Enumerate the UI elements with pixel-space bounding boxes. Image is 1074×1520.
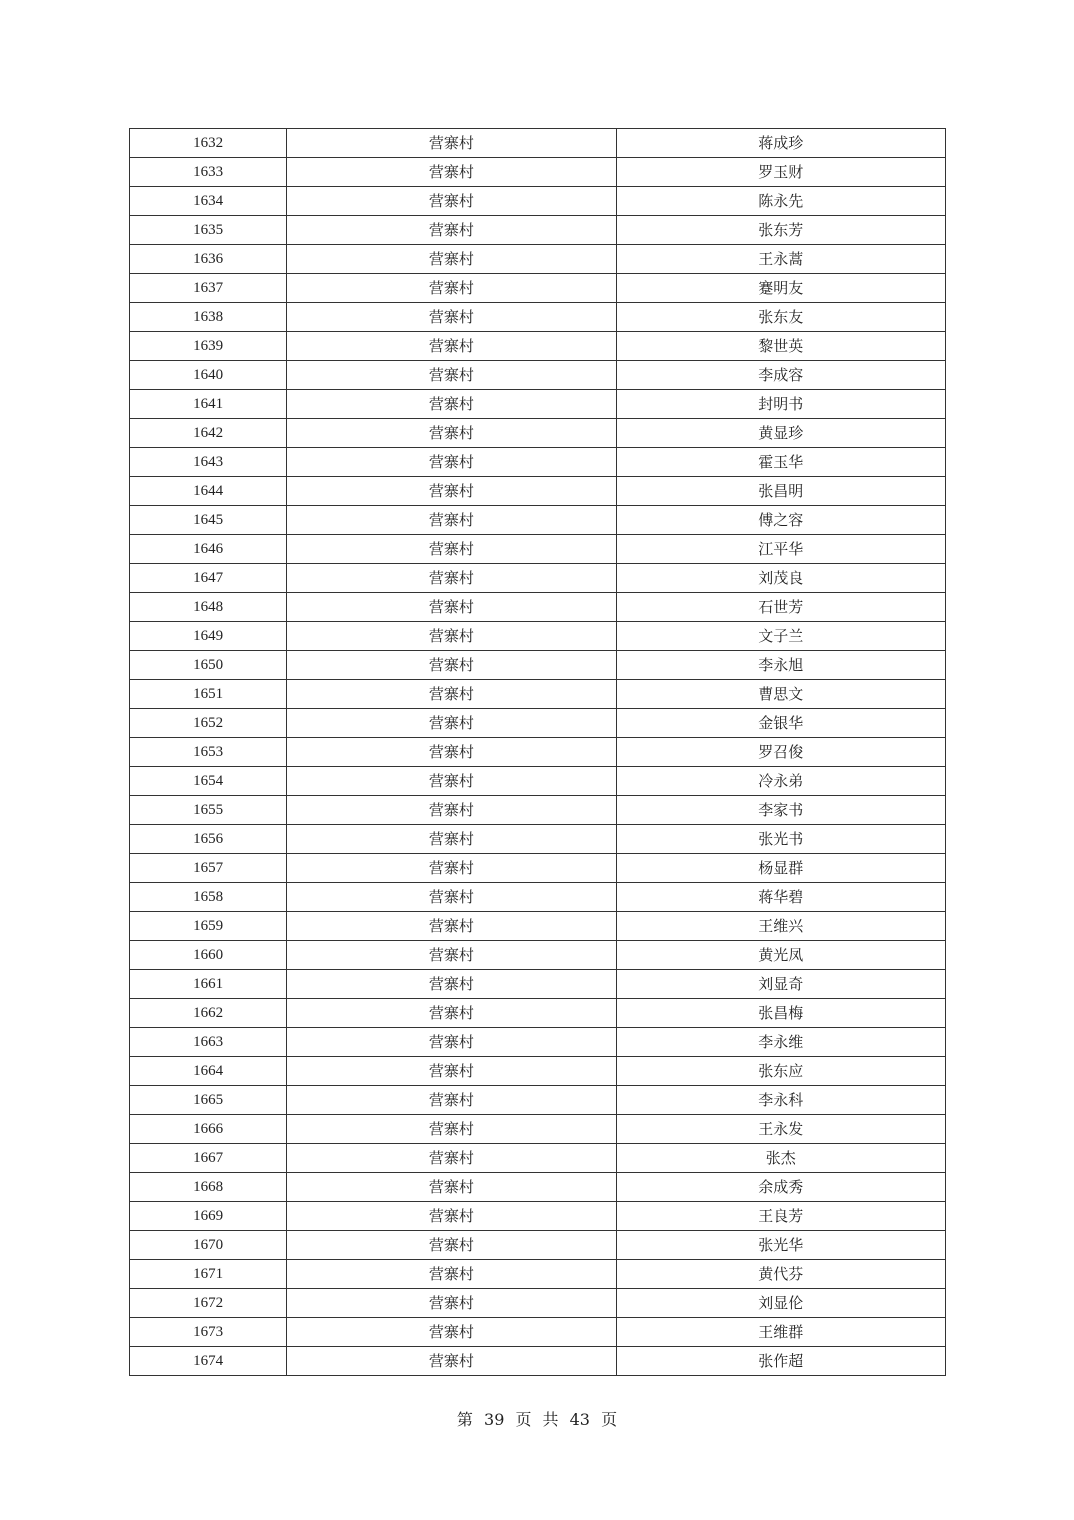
village-cell: 营寨村 <box>287 332 616 361</box>
village-cell: 营寨村 <box>287 274 616 303</box>
row-number-cell: 1660 <box>130 941 287 970</box>
table-row <box>130 448 946 477</box>
person-name-cell: 金银华 <box>616 709 945 738</box>
row-number-cell: 1649 <box>130 622 287 651</box>
table-row <box>130 709 946 738</box>
person-name-cell: 张杰 <box>616 1144 945 1173</box>
table-row <box>130 332 946 361</box>
table-row <box>130 1202 946 1231</box>
person-name-cell: 张东芳 <box>616 216 945 245</box>
person-name-cell: 刘显奇 <box>616 970 945 999</box>
person-name-cell: 傅之容 <box>616 506 945 535</box>
row-number-cell: 1673 <box>130 1318 287 1347</box>
row-number-cell: 1635 <box>130 216 287 245</box>
person-name-cell: 李家书 <box>616 796 945 825</box>
row-number-cell: 1633 <box>130 158 287 187</box>
village-cell: 营寨村 <box>287 1202 616 1231</box>
village-cell: 营寨村 <box>287 535 616 564</box>
row-number-cell: 1643 <box>130 448 287 477</box>
village-cell: 营寨村 <box>287 622 616 651</box>
person-name-cell: 霍玉华 <box>616 448 945 477</box>
row-number-cell: 1656 <box>130 825 287 854</box>
table-row <box>130 593 946 622</box>
table-row <box>130 129 946 158</box>
village-cell: 营寨村 <box>287 1231 616 1260</box>
village-cell: 营寨村 <box>287 941 616 970</box>
table-row <box>130 216 946 245</box>
village-cell: 营寨村 <box>287 1318 616 1347</box>
village-cell: 营寨村 <box>287 912 616 941</box>
row-number-cell: 1668 <box>130 1173 287 1202</box>
person-name-cell: 江平华 <box>616 535 945 564</box>
row-number-cell: 1638 <box>130 303 287 332</box>
village-cell: 营寨村 <box>287 680 616 709</box>
table-row <box>130 245 946 274</box>
village-cell: 营寨村 <box>287 448 616 477</box>
row-number-cell: 1639 <box>130 332 287 361</box>
village-cell: 营寨村 <box>287 187 616 216</box>
table-row <box>130 477 946 506</box>
table-row <box>130 564 946 593</box>
village-cell: 营寨村 <box>287 883 616 912</box>
table-row <box>130 506 946 535</box>
person-name-cell: 余成秀 <box>616 1173 945 1202</box>
person-name-cell: 封明书 <box>616 390 945 419</box>
row-number-cell: 1642 <box>130 419 287 448</box>
table-row <box>130 1144 946 1173</box>
village-cell: 营寨村 <box>287 854 616 883</box>
village-cell: 营寨村 <box>287 1086 616 1115</box>
person-name-cell: 王良芳 <box>616 1202 945 1231</box>
village-cell: 营寨村 <box>287 999 616 1028</box>
village-cell: 营寨村 <box>287 129 616 158</box>
row-number-cell: 1653 <box>130 738 287 767</box>
row-number-cell: 1636 <box>130 245 287 274</box>
person-name-cell: 黄显珍 <box>616 419 945 448</box>
table-row <box>130 1260 946 1289</box>
row-number-cell: 1671 <box>130 1260 287 1289</box>
person-name-cell: 冷永弟 <box>616 767 945 796</box>
village-cell: 营寨村 <box>287 767 616 796</box>
village-cell: 营寨村 <box>287 245 616 274</box>
village-cell: 营寨村 <box>287 1028 616 1057</box>
table-row <box>130 883 946 912</box>
village-cell: 营寨村 <box>287 477 616 506</box>
village-cell: 营寨村 <box>287 1144 616 1173</box>
row-number-cell: 1667 <box>130 1144 287 1173</box>
row-number-cell: 1657 <box>130 854 287 883</box>
village-cell: 营寨村 <box>287 709 616 738</box>
village-cell: 营寨村 <box>287 1057 616 1086</box>
table-row <box>130 796 946 825</box>
village-cell: 营寨村 <box>287 970 616 999</box>
row-number-cell: 1632 <box>130 129 287 158</box>
person-name-cell: 张昌梅 <box>616 999 945 1028</box>
table-row <box>130 1057 946 1086</box>
person-name-cell: 李成容 <box>616 361 945 390</box>
row-number-cell: 1644 <box>130 477 287 506</box>
row-number-cell: 1650 <box>130 651 287 680</box>
table-row <box>130 1115 946 1144</box>
row-number-cell: 1634 <box>130 187 287 216</box>
village-cell: 营寨村 <box>287 564 616 593</box>
table-row <box>130 1289 946 1318</box>
person-name-cell: 张作超 <box>616 1347 945 1376</box>
person-name-cell: 王维兴 <box>616 912 945 941</box>
row-number-cell: 1641 <box>130 390 287 419</box>
row-number-cell: 1664 <box>130 1057 287 1086</box>
village-cell: 营寨村 <box>287 506 616 535</box>
village-cell: 营寨村 <box>287 593 616 622</box>
person-name-cell: 黄光凤 <box>616 941 945 970</box>
village-cell: 营寨村 <box>287 361 616 390</box>
row-number-cell: 1674 <box>130 1347 287 1376</box>
row-number-cell: 1659 <box>130 912 287 941</box>
village-cell: 营寨村 <box>287 390 616 419</box>
person-name-cell: 罗玉财 <box>616 158 945 187</box>
person-name-cell: 罗召俊 <box>616 738 945 767</box>
row-number-cell: 1661 <box>130 970 287 999</box>
row-number-cell: 1655 <box>130 796 287 825</box>
person-name-cell: 蹇明友 <box>616 274 945 303</box>
table-row <box>130 1231 946 1260</box>
person-name-cell: 王永蒿 <box>616 245 945 274</box>
table-row <box>130 912 946 941</box>
person-name-cell: 刘茂良 <box>616 564 945 593</box>
table-row <box>130 187 946 216</box>
row-number-cell: 1651 <box>130 680 287 709</box>
table-row <box>130 970 946 999</box>
table-row <box>130 941 946 970</box>
table-row <box>130 651 946 680</box>
table-row <box>130 825 946 854</box>
table-row <box>130 767 946 796</box>
row-number-cell: 1669 <box>130 1202 287 1231</box>
person-name-cell: 张昌明 <box>616 477 945 506</box>
table-row <box>130 390 946 419</box>
table-row <box>130 680 946 709</box>
person-name-cell: 李永维 <box>616 1028 945 1057</box>
village-cell: 营寨村 <box>287 158 616 187</box>
village-cell: 营寨村 <box>287 651 616 680</box>
village-cell: 营寨村 <box>287 419 616 448</box>
row-number-cell: 1640 <box>130 361 287 390</box>
row-number-cell: 1648 <box>130 593 287 622</box>
village-cell: 营寨村 <box>287 796 616 825</box>
person-name-cell: 刘显伦 <box>616 1289 945 1318</box>
row-number-cell: 1666 <box>130 1115 287 1144</box>
table-row <box>130 622 946 651</box>
person-name-cell: 陈永先 <box>616 187 945 216</box>
row-number-cell: 1637 <box>130 274 287 303</box>
table-row <box>130 361 946 390</box>
row-number-cell: 1662 <box>130 999 287 1028</box>
row-number-cell: 1652 <box>130 709 287 738</box>
village-cell: 营寨村 <box>287 825 616 854</box>
village-cell: 营寨村 <box>287 216 616 245</box>
village-cell: 营寨村 <box>287 1173 616 1202</box>
row-number-cell: 1672 <box>130 1289 287 1318</box>
table-row <box>130 535 946 564</box>
village-cell: 营寨村 <box>287 738 616 767</box>
table-row <box>130 1347 946 1376</box>
person-name-cell: 石世芳 <box>616 593 945 622</box>
row-number-cell: 1646 <box>130 535 287 564</box>
table-row <box>130 158 946 187</box>
person-name-cell: 蒋成珍 <box>616 129 945 158</box>
person-name-cell: 杨显群 <box>616 854 945 883</box>
table-row <box>130 274 946 303</box>
table-row <box>130 303 946 332</box>
person-name-cell: 曹思文 <box>616 680 945 709</box>
row-number-cell: 1665 <box>130 1086 287 1115</box>
person-name-cell: 李永旭 <box>616 651 945 680</box>
row-number-cell: 1670 <box>130 1231 287 1260</box>
table-row <box>130 999 946 1028</box>
person-name-cell: 张东友 <box>616 303 945 332</box>
village-cell: 营寨村 <box>287 1260 616 1289</box>
person-name-cell: 王维群 <box>616 1318 945 1347</box>
table-row <box>130 1318 946 1347</box>
row-number-cell: 1647 <box>130 564 287 593</box>
person-name-cell: 王永发 <box>616 1115 945 1144</box>
person-name-cell: 张光书 <box>616 825 945 854</box>
row-number-cell: 1658 <box>130 883 287 912</box>
village-cell: 营寨村 <box>287 1115 616 1144</box>
person-name-cell: 李永科 <box>616 1086 945 1115</box>
person-name-cell: 黎世英 <box>616 332 945 361</box>
person-name-cell: 蒋华碧 <box>616 883 945 912</box>
table-row <box>130 738 946 767</box>
village-cell: 营寨村 <box>287 1347 616 1376</box>
table-row <box>130 854 946 883</box>
page-footer: 第 39 页 共 43 页 <box>456 1410 618 1429</box>
village-cell: 营寨村 <box>287 303 616 332</box>
roster-table-body <box>130 129 946 1376</box>
village-cell: 营寨村 <box>287 1289 616 1318</box>
person-name-cell: 张光华 <box>616 1231 945 1260</box>
table-row <box>130 1028 946 1057</box>
row-number-cell: 1663 <box>130 1028 287 1057</box>
table-row <box>130 1086 946 1115</box>
row-number-cell: 1645 <box>130 506 287 535</box>
person-name-cell: 黄代芬 <box>616 1260 945 1289</box>
table-row <box>130 419 946 448</box>
table-row <box>130 1173 946 1202</box>
roster-table <box>129 128 946 1376</box>
row-number-cell: 1654 <box>130 767 287 796</box>
person-name-cell: 文子兰 <box>616 622 945 651</box>
person-name-cell: 张东应 <box>616 1057 945 1086</box>
